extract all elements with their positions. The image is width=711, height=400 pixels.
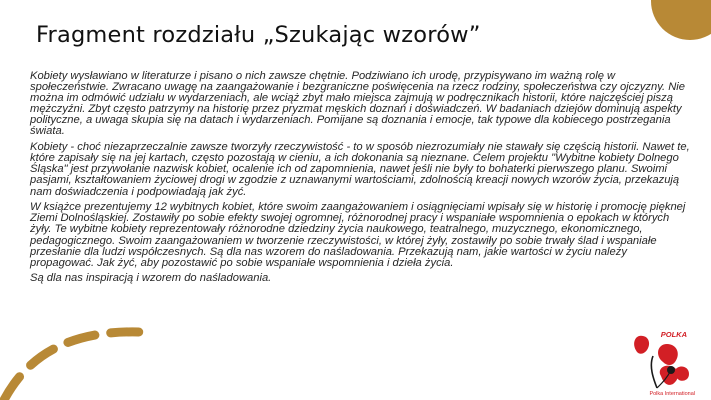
logo-caption: Polka International: [649, 391, 695, 397]
slide-body: [30, 71, 692, 289]
body-paragraph-3: W książce prezentujemy 12 wybitnych kobiet, które swoim zaangażowaniem i osiągnięciami wpisały się w historię i promocję pięknej Ziemi Dolnośląskiej. Zostawiły po sobie efekty swojej ogromnej, różnorodnej pracy i wspaniałe wspomnienia o epokach w których żyły. Te wybitne kobiety reprezentowały różnorodne dziedziny życia naukowego, teatralnego, muzycznego, ekonomicznego, pedagogicznego. Swoim zaangażowaniem w tworzenie rzeczywistości, w której żyły, zostawiły po sobie trwały ślad i wspaniałe przesłanie dla ludzi współczesnych. Są dla nas wzorem do naśladowania. Przekazują nam, jakie wartości w życiu należy propagować. Jak żyć, aby pozostawić po sobie wspaniałe wspomnienia i dzieła życia.: [30, 201, 686, 269]
logo-wordmark: POLKA: [660, 330, 687, 339]
body-paragraph-2: Kobiety - choć niezaprzeczalnie zawsze tworzyły rzeczywistość - to w sposób niezrozumiały nie stawały się częścią historii. Nawet te, które zapisały się na jej kartach, często pozostają w cieniu, a ich dokonania są nieznane. Celem projektu "Wybitne kobiety Dolnego Śląska" jest przywołanie nazwisk kobiet, ocalenie ich od zapomnienia, nawet jeśli nie były to bohaterki pierwszego planu. Swoimi pasjami, kształtowaniem życiowej drogi w zgodzie z uznawanymi wartościami, zdolnością kreacji nowych wzorów życia, przekazują nam doświadczenia i podpowiadają jak żyć.: [30, 141, 690, 198]
body-paragraph-4: Są dla nas inspiracją i wzorem do naśladowania.: [30, 272, 272, 285]
body-paragraph-1: Kobiety wysławiano w literaturze i pisano o nich zawsze chętnie. Podziwiano ich urodę, przypisywano im ważną rolę w społeczeństwie. Zwracano uwagę na zaangażowanie i bezgraniczne poświęcenia na rzecz rodziny, społeczeństwa czy ojczyzny. Nie można im odmówić udziału w wydarzeniach, ale wciąż zbyt mało miejsca zajmują w podręcznikach historii, które najczęściej piszą mężczyźni. Zbyt często patrzymy na historię przez pryzmat męskich doznań i doświadczeń. W badaniach dziejów dominują aspekty polityczne, a uwaga skupia się na datach i wydarzeniach. Pomijane są doznania i emocje, tak typowe dla kobiecego postrzegania świata.: [30, 70, 686, 138]
slide-title: Fragment rozdziału „Szukając wzorów”: [36, 22, 481, 48]
decorative-gold-dashed-arc: [0, 300, 190, 400]
decorative-gold-circle: [651, 0, 711, 40]
